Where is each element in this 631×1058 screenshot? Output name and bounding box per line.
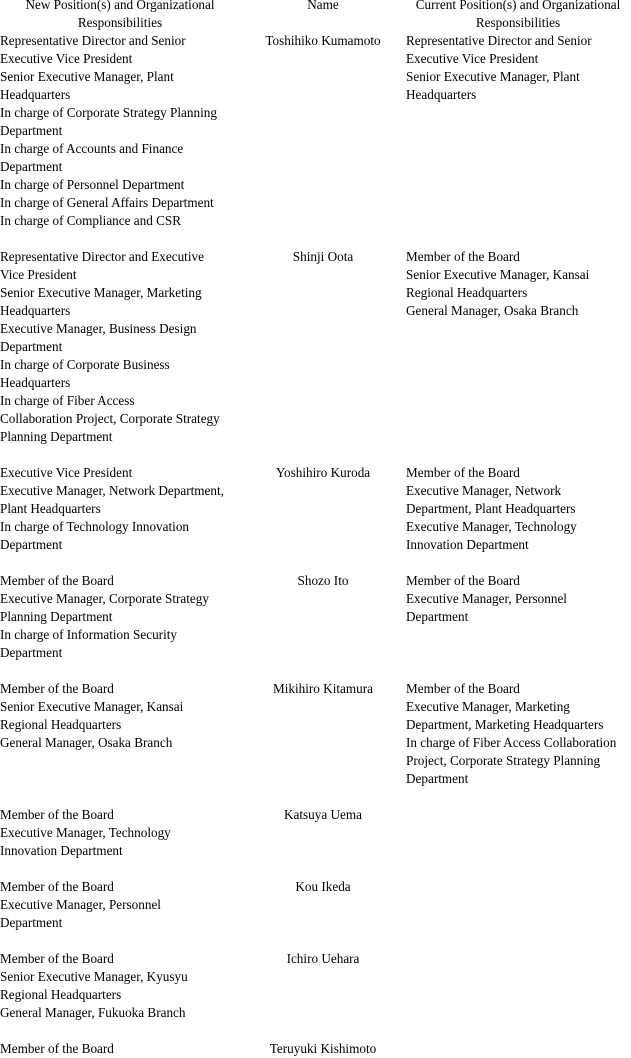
current-position-line: Department, Marketing Headquarters [406, 717, 604, 732]
new-position-line: Member of the Board [0, 951, 114, 966]
current-position-line: Representative Director and Senior [406, 33, 592, 48]
new-position-line: Executive Vice President [0, 465, 133, 480]
new-position-line: Department [0, 123, 63, 138]
new-position-line: Regional Headquarters [0, 987, 122, 1002]
new-position-line: Executive Manager, Corporate Strategy [0, 591, 209, 606]
new-position-line: Headquarters [0, 375, 71, 390]
current-positions-cell [406, 680, 631, 788]
current-position-line: Executive Manager, Personnel [406, 591, 567, 606]
new-position-line: Plant Headquarters [0, 501, 101, 516]
current-position-line: Headquarters [406, 87, 477, 102]
current-position-line: Senior Executive Manager, Plant [406, 69, 580, 84]
header-name: Name [307, 0, 339, 12]
new-position-line: In charge of General Affairs Department [0, 195, 214, 210]
new-position-line: In charge of Compliance and CSR [0, 213, 182, 228]
new-position-line: Department [0, 339, 63, 354]
current-position-line: Member of the Board [406, 465, 520, 480]
new-position-line: Senior Executive Manager, Kyusyu [0, 969, 188, 984]
new-positions-cell [0, 806, 242, 860]
new-position-line: In charge of Information Security [0, 627, 177, 642]
new-position-line: Department [0, 537, 63, 552]
new-position-line: Member of the Board [0, 681, 114, 696]
executive-name: Shozo Ito [297, 573, 349, 588]
new-position-line: Executive Manager, Network Department, [0, 483, 224, 498]
current-position-line: Member of the Board [406, 573, 520, 588]
new-position-line: Senior Executive Manager, Plant [0, 69, 174, 84]
executive-name: Katsuya Uema [284, 807, 362, 822]
new-position-line: Representative Director and Executive [0, 249, 204, 264]
current-position-line: Regional Headquarters [406, 285, 528, 300]
header-new-positions: New Position(s) and Organizational Responsibilities [25, 0, 215, 30]
current-position-line: Senior Executive Manager, Kansai [406, 267, 590, 282]
current-position-line: Executive Manager, Marketing [406, 699, 570, 714]
current-position-line: Department [406, 609, 469, 624]
new-position-line: Innovation Department [0, 843, 123, 858]
current-position-line: Department, Plant Headquarters [406, 501, 576, 516]
current-positions-cell [406, 464, 631, 554]
new-position-line: Executive Manager, Technology [0, 825, 171, 840]
table-header [0, 0, 631, 32]
new-positions-cell [0, 248, 242, 446]
new-positions-cell [0, 1040, 242, 1058]
executive-name: Toshihiko Kumamoto [265, 33, 381, 48]
new-position-line: Planning Department [0, 429, 113, 444]
new-position-line: Department [0, 645, 63, 660]
current-position-line: Project, Corporate Strategy Planning [406, 753, 601, 768]
new-position-line: Member of the Board [0, 573, 114, 588]
new-position-line: General Manager, Fukuoka Branch [0, 1005, 186, 1020]
executive-name: Teruyuki Kishimoto [269, 1041, 377, 1056]
current-positions-cell [406, 572, 631, 626]
new-position-line: Member of the Board [0, 807, 114, 822]
new-position-line: Department [0, 915, 63, 930]
new-position-line: Department [0, 159, 63, 174]
new-positions-cell [0, 32, 242, 230]
current-position-line: Innovation Department [406, 537, 529, 552]
new-position-line: In charge of Fiber Access [0, 393, 135, 408]
new-position-line: Executive Vice President [0, 51, 133, 66]
executive-name: Yoshihiro Kuroda [275, 465, 371, 480]
current-positions-cell [406, 248, 631, 320]
new-position-line: In charge of Corporate Business [0, 357, 170, 372]
new-position-line: In charge of Personnel Department [0, 177, 185, 192]
new-positions-cell [0, 878, 242, 932]
current-positions-cell [406, 32, 631, 104]
new-positions-cell [0, 572, 242, 662]
executive-name: Ichiro Uehara [286, 951, 360, 966]
new-position-line: Vice President [0, 267, 77, 282]
executive-name: Shinji Oota [292, 249, 354, 264]
new-position-line: In charge of Accounts and Finance [0, 141, 184, 156]
current-position-line: Member of the Board [406, 681, 520, 696]
current-position-line: Executive Vice President [406, 51, 539, 66]
current-position-line: In charge of Fiber Access Collaboration [406, 735, 617, 750]
new-positions-cell [0, 950, 242, 1022]
new-positions-cell [0, 680, 242, 752]
new-position-line: Senior Executive Manager, Marketing [0, 285, 202, 300]
new-position-line: In charge of Corporate Strategy Planning [0, 105, 217, 120]
new-position-line: Member of the Board [0, 879, 114, 894]
current-position-line: Member of the Board [406, 249, 520, 264]
new-position-line: In charge of Technology Innovation [0, 519, 190, 534]
current-position-line: Executive Manager, Technology [406, 519, 577, 534]
new-position-line: Headquarters [0, 87, 71, 102]
current-position-line: Executive Manager, Network [406, 483, 562, 498]
new-position-line: Regional Headquarters [0, 717, 122, 732]
new-position-line: General Manager, Osaka Branch [0, 735, 173, 750]
executive-name: Mikihiro Kitamura [273, 681, 373, 696]
new-position-line: Planning Department [0, 609, 113, 624]
new-position-line: Representative Director and Senior [0, 33, 186, 48]
current-position-line: Department [406, 771, 469, 786]
new-position-line: Executive Manager, Business Design [0, 321, 197, 336]
new-position-line: Headquarters [0, 303, 71, 318]
new-positions-cell [0, 464, 242, 554]
new-position-line: Member of the Board [0, 1041, 114, 1056]
executive-name: Kou Ikeda [295, 879, 351, 894]
new-position-line: Senior Executive Manager, Kansai [0, 699, 184, 714]
header-current-positions: Current Position(s) and Organizational Responsibilities [415, 0, 621, 30]
new-position-line: Collaboration Project, Corporate Strategy [0, 411, 220, 426]
current-position-line: General Manager, Osaka Branch [406, 303, 579, 318]
new-position-line: Executive Manager, Personnel [0, 897, 161, 912]
